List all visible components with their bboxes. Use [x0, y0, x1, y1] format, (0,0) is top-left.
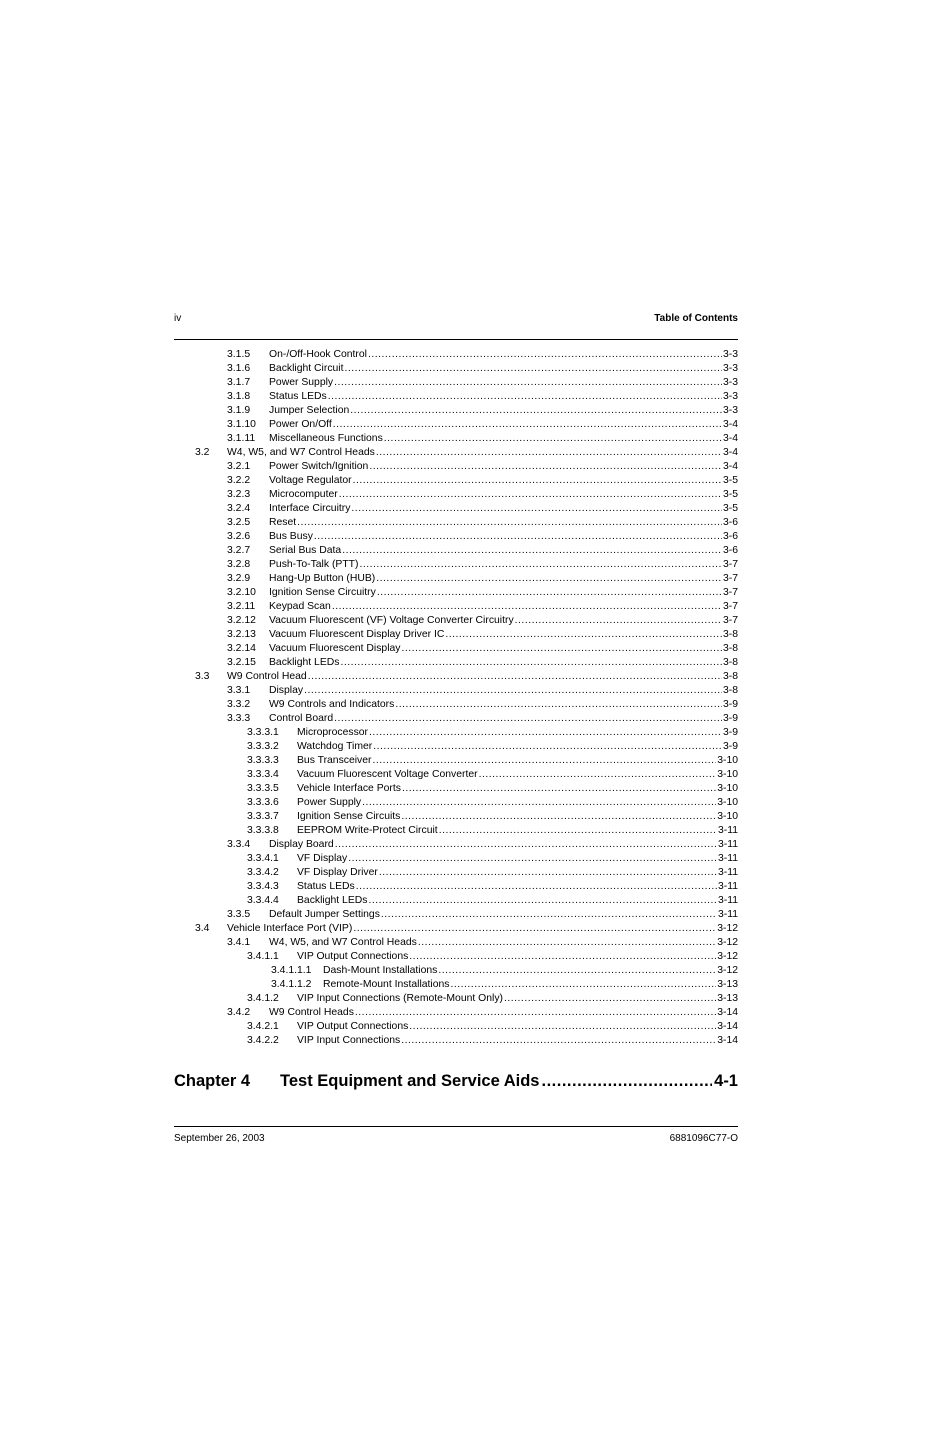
toc-entry-number: 3.2.2	[227, 475, 251, 486]
toc-entry-title: Power Switch/Ignition	[269, 461, 369, 472]
toc-entry-page: 3-8	[722, 671, 738, 682]
toc-entry-leader	[355, 1006, 716, 1020]
toc-entry-page: 3-6	[722, 517, 738, 528]
toc-entry-number: 3.3.3.2	[247, 741, 279, 752]
toc-entry-number: 3.2.5	[227, 517, 251, 528]
toc-entry-number: 3.1.5	[227, 349, 251, 360]
toc-entry-number: 3.2.4	[227, 503, 251, 514]
toc-entry-number: 3.2.11	[227, 601, 256, 612]
toc-entry-number: 3.2.1	[227, 461, 251, 472]
toc-entry-title: VF Display Driver	[297, 867, 378, 878]
toc-entry-number: 3.3.4.4	[247, 895, 279, 906]
toc-entry-leader	[345, 362, 722, 376]
toc-entry[interactable]	[174, 684, 738, 698]
toc-entry-title: VIP Input Connections	[297, 1035, 401, 1046]
toc-entry[interactable]	[174, 978, 738, 992]
toc-entry-title: Power Supply	[269, 377, 334, 388]
toc-entry[interactable]	[174, 642, 738, 656]
footer-rule	[174, 1126, 738, 1127]
toc-entry-leader	[342, 544, 722, 558]
header-title: Table of Contents	[654, 313, 738, 324]
toc-entry[interactable]	[174, 404, 738, 418]
toc-entry-page: 3-12	[717, 951, 738, 962]
toc-entry-title: Backlight Circuit	[269, 363, 344, 374]
toc-entry-title: Status LEDs	[297, 881, 355, 892]
toc-entry-page: 3-11	[717, 825, 738, 836]
toc-entry-page: 3-5	[722, 489, 738, 500]
toc-entry-leader	[304, 684, 722, 698]
toc-entry-leader	[395, 698, 722, 712]
toc-entry-page: 3-8	[722, 657, 738, 668]
toc-entry-leader	[351, 502, 722, 516]
toc-entry-leader	[379, 866, 717, 880]
toc-entry-page: 3-9	[722, 727, 738, 738]
toc-entry[interactable]	[174, 362, 738, 376]
toc-entry-title: Vacuum Fluorescent Display	[269, 643, 401, 654]
toc-entry[interactable]	[174, 474, 738, 488]
toc-entry-number: 3.1.6	[227, 363, 251, 374]
toc-entry[interactable]	[174, 824, 738, 838]
toc-entry-page: 3-11	[717, 881, 738, 892]
chapter-title: Test Equipment and Service Aids	[280, 1072, 540, 1090]
toc-entry-number: 3.2.7	[227, 545, 251, 556]
toc-entry[interactable]	[174, 1006, 738, 1020]
toc-entry-page: 3-9	[722, 699, 738, 710]
footer-doc-number: 6881096C77-O	[669, 1133, 738, 1144]
toc-entry-leader	[356, 880, 717, 894]
toc-entry-leader	[368, 348, 722, 362]
toc-entry-title: W9 Controls and Indicators	[269, 699, 395, 710]
toc-entry[interactable]	[174, 418, 738, 432]
toc-entry-leader	[450, 978, 716, 992]
chapter-leader	[541, 1072, 712, 1091]
toc-entry-leader	[362, 796, 716, 810]
toc-entry-page: 3-9	[722, 741, 738, 752]
toc-entry-page: 3-11	[717, 895, 738, 906]
toc-entry-number: 3.2.8	[227, 559, 251, 570]
toc-entry-title: Voltage Regulator	[269, 475, 352, 486]
toc-entry-leader	[384, 432, 722, 446]
toc-entry-title: Vehicle Interface Ports	[297, 783, 401, 794]
toc-entry-page: 3-7	[722, 587, 738, 598]
toc-entry-title: Push-To-Talk (PTT)	[269, 559, 359, 570]
toc-entry[interactable]	[174, 880, 738, 894]
toc-entry-leader	[409, 950, 716, 964]
toc-entry-number: 3.3.3.1	[247, 727, 279, 738]
toc-entry-title: Status LEDs	[269, 391, 327, 402]
toc-entry[interactable]	[174, 1020, 738, 1034]
toc-entry-page: 3-3	[722, 363, 738, 374]
toc-entry[interactable]	[174, 866, 738, 880]
toc-entry-leader	[409, 1020, 716, 1034]
toc-entry-number: 3.2.3	[227, 489, 251, 500]
toc-entry-page: 3-11	[717, 839, 738, 850]
toc-entry[interactable]	[174, 838, 738, 852]
toc-entry-page: 3-11	[717, 853, 738, 864]
toc-entry-leader	[376, 572, 722, 586]
toc-entry-title: Ignition Sense Circuitry	[269, 587, 376, 598]
toc-entry-number: 3.3.3.6	[247, 797, 279, 808]
toc-entry-title: Vacuum Fluorescent Display Driver IC	[269, 629, 445, 640]
toc-entry-leader	[377, 586, 722, 600]
toc-entry-title: Interface Circuitry	[269, 503, 351, 514]
toc-entry-leader	[381, 908, 717, 922]
toc-entry-title: Power Supply	[297, 797, 362, 808]
toc-entry[interactable]	[174, 656, 738, 670]
toc-entry[interactable]	[174, 586, 738, 600]
toc-entry-page: 3-7	[722, 573, 738, 584]
page-header	[174, 313, 738, 329]
toc-entry-title: EEPROM Write-Protect Circuit	[297, 825, 438, 836]
toc-entry[interactable]	[174, 796, 738, 810]
toc-entry[interactable]	[174, 782, 738, 796]
toc-entry-number: 3.3.5	[227, 909, 251, 920]
toc-entry-title: Ignition Sense Circuits	[297, 811, 401, 822]
toc-entry-leader	[353, 474, 722, 488]
toc-entry[interactable]	[174, 488, 738, 502]
toc-entry-leader	[376, 446, 722, 460]
toc-entry[interactable]	[174, 530, 738, 544]
toc-entry-title: VIP Output Connections	[297, 951, 409, 962]
toc-entry-leader	[515, 614, 722, 628]
toc-entry-leader	[369, 726, 722, 740]
toc-entry-number: 3.3.4	[227, 839, 251, 850]
header-rule	[174, 339, 738, 340]
toc-entry-number: 3.3.4.2	[247, 867, 279, 878]
toc-entry-leader	[334, 712, 722, 726]
toc-entry-number: 3.4.1.1.1	[271, 965, 312, 976]
toc-entry-number: 3.3.3.8	[247, 825, 279, 836]
toc-entry-number: 3.3.3.3	[247, 755, 279, 766]
toc-entry-leader	[438, 964, 716, 978]
toc-entry-leader	[368, 894, 717, 908]
toc-entry-page: 3-5	[722, 503, 738, 514]
toc-entry-leader	[369, 460, 722, 474]
toc-entry[interactable]	[174, 698, 738, 712]
toc-entry-title: Microcomputer	[269, 489, 338, 500]
toc-entry[interactable]	[174, 726, 738, 740]
toc-entry-number: 3.4.2.1	[247, 1021, 279, 1032]
toc-entry-title: Microprocessor	[297, 727, 369, 738]
toc-entry-page: 3-10	[717, 769, 738, 780]
toc-entry-number: 3.3	[195, 671, 210, 682]
toc-entry-leader	[308, 670, 722, 684]
toc-entry-number: 3.2.6	[227, 531, 251, 542]
toc-entry-leader	[418, 936, 716, 950]
toc-entry-page: 3-10	[717, 797, 738, 808]
toc-entry-number: 3.4.1	[227, 937, 251, 948]
toc-entry-leader	[401, 1034, 716, 1048]
toc-entry-page: 3-9	[722, 713, 738, 724]
toc-entry-number: 3.2	[195, 447, 210, 458]
toc-entry-number: 3.4.1.1	[247, 951, 279, 962]
toc-entry[interactable]	[174, 810, 738, 824]
toc-entry-title: Serial Bus Data	[269, 545, 342, 556]
toc-entry-title: Default Jumper Settings	[269, 909, 380, 920]
toc-entry-leader	[332, 600, 722, 614]
toc-entry-leader	[445, 628, 722, 642]
toc-entry-page: 3-11	[717, 909, 738, 920]
toc-entry-title: VF Display	[297, 853, 348, 864]
toc-entry-title: Keypad Scan	[269, 601, 331, 612]
toc-entry[interactable]	[174, 628, 738, 642]
toc-entry-page: 3-7	[722, 615, 738, 626]
toc-entry-page: 3-12	[717, 965, 738, 976]
page-footer	[174, 1133, 738, 1147]
toc-entry[interactable]	[174, 502, 738, 516]
toc-entry-number: 3.3.3.4	[247, 769, 279, 780]
toc-entry-number: 3.2.10	[227, 587, 256, 598]
toc-entry-title: Backlight LEDs	[269, 657, 340, 668]
toc-entry-leader	[479, 768, 717, 782]
toc-entry-title: Reset	[269, 517, 297, 528]
toc-entry-number: 3.3.3	[227, 713, 251, 724]
toc-entry-page: 3-14	[717, 1035, 738, 1046]
toc-entry-leader	[439, 824, 717, 838]
toc-entry-leader	[402, 782, 716, 796]
toc-entry[interactable]	[174, 558, 738, 572]
toc-entry-title: Bus Busy	[269, 531, 313, 542]
toc-entry-title: Vehicle Interface Port (VIP)	[227, 923, 353, 934]
toc-entry-leader	[340, 656, 722, 670]
toc-entry-page: 3-4	[722, 461, 738, 472]
toc-entry-leader	[373, 740, 722, 754]
toc-entry-title: Hang-Up Button (HUB)	[269, 573, 376, 584]
chapter-entry[interactable]	[174, 1072, 738, 1094]
toc-entry[interactable]	[174, 936, 738, 950]
toc-entry-page: 3-14	[717, 1021, 738, 1032]
toc-entry[interactable]	[174, 348, 738, 362]
toc-entry-number: 3.1.7	[227, 377, 251, 388]
toc-entry-leader	[333, 418, 722, 432]
toc-entry-page: 3-7	[722, 601, 738, 612]
toc-entry-title: Power On/Off	[269, 419, 332, 430]
toc-entry[interactable]	[174, 390, 738, 404]
toc-entry-title: Display	[269, 685, 304, 696]
toc-entry-leader	[350, 404, 722, 418]
toc-entry-page: 3-10	[717, 783, 738, 794]
toc-entry-page: 3-13	[717, 993, 738, 1004]
toc-entry[interactable]	[174, 712, 738, 726]
toc-entry-title: W9 Control Head	[227, 671, 307, 682]
toc-entry[interactable]	[174, 600, 738, 614]
toc-entry-page: 3-8	[722, 685, 738, 696]
toc-entry[interactable]	[174, 894, 738, 908]
toc-entry-number: 3.2.15	[227, 657, 256, 668]
toc-entry-title: Backlight LEDs	[297, 895, 368, 906]
toc-entry[interactable]	[174, 376, 738, 390]
toc-entry-page: 3-3	[722, 391, 738, 402]
toc-entry-number: 3.2.12	[227, 615, 256, 626]
toc-entry-page: 3-4	[722, 419, 738, 430]
toc-entry-number: 3.4.2	[227, 1007, 251, 1018]
toc-entry-number: 3.3.4.1	[247, 853, 279, 864]
toc-entry-leader	[334, 376, 722, 390]
toc-entry-title: Bus Transceiver	[297, 755, 372, 766]
toc-entry[interactable]	[174, 908, 738, 922]
toc-entry[interactable]	[174, 460, 738, 474]
toc-entry-page: 3-3	[722, 405, 738, 416]
toc-entry-page: 3-8	[722, 643, 738, 654]
toc-entry[interactable]	[174, 950, 738, 964]
toc-entry[interactable]	[174, 768, 738, 782]
toc-entry-leader	[328, 390, 722, 404]
toc-entry-leader	[504, 992, 716, 1006]
toc-entry-page: 3-4	[722, 433, 738, 444]
toc-entry-title: Dash-Mount Installations	[323, 965, 438, 976]
chapter-label: Chapter 4	[174, 1072, 251, 1090]
toc-entry-number: 3.1.9	[227, 405, 251, 416]
toc-entry[interactable]	[174, 572, 738, 586]
toc-entry-number: 3.3.4.3	[247, 881, 279, 892]
page-number: iv	[174, 313, 182, 324]
toc-entry-leader	[339, 488, 722, 502]
toc-entry-title: Display Board	[269, 839, 334, 850]
toc-entry-page: 3-12	[717, 923, 738, 934]
toc-entry[interactable]	[174, 922, 738, 936]
toc-entry-title: On-/Off-Hook Control	[269, 349, 367, 360]
toc-entry-number: 3.4	[195, 923, 210, 934]
toc-entry-number: 3.4.1.1.2	[271, 979, 312, 990]
toc-entry-number: 3.1.10	[227, 419, 256, 430]
toc-entry-page: 3-14	[717, 1007, 738, 1018]
toc-entry[interactable]	[174, 754, 738, 768]
toc-entry-page: 3-10	[717, 755, 738, 766]
toc-entry-title: Jumper Selection	[269, 405, 350, 416]
toc-entry[interactable]	[174, 992, 738, 1006]
toc-entry-title: Remote-Mount Installations	[323, 979, 450, 990]
toc-entry-number: 3.2.14	[227, 643, 256, 654]
toc-entry[interactable]	[174, 432, 738, 446]
toc-entry-title: W4, W5, and W7 Control Heads	[227, 447, 375, 458]
toc-entry-leader	[401, 810, 716, 824]
toc-entry-page: 3-7	[722, 559, 738, 570]
toc-entry-title: W4, W5, and W7 Control Heads	[269, 937, 417, 948]
toc-entry[interactable]	[174, 516, 738, 530]
toc-entry-title: Vacuum Fluorescent (VF) Voltage Converter Circuitry	[269, 615, 514, 626]
toc-entry-number: 3.3.3.7	[247, 811, 279, 822]
toc-entry-number: 3.1.11	[227, 433, 256, 444]
toc-entry[interactable]	[174, 614, 738, 628]
toc-entry-leader	[353, 922, 716, 936]
toc-entry-number: 3.3.2	[227, 699, 251, 710]
toc-entry-title: Control Board	[269, 713, 334, 724]
toc-entry-title: Miscellaneous Functions	[269, 433, 383, 444]
toc-entry-number: 3.2.9	[227, 573, 251, 584]
toc-entry-number: 3.4.2.2	[247, 1035, 279, 1046]
toc-entry-page: 3-8	[722, 629, 738, 640]
toc-entry-title: W9 Control Heads	[269, 1007, 354, 1018]
toc-entry[interactable]	[174, 670, 738, 684]
toc-entry-leader	[360, 558, 722, 572]
footer-date: September 26, 2003	[174, 1133, 265, 1144]
toc-entry[interactable]	[174, 740, 738, 754]
toc-entry-page: 3-3	[722, 377, 738, 388]
toc-entry-page: 3-6	[722, 531, 738, 542]
toc-entry-title: VIP Input Connections (Remote-Mount Only)	[297, 993, 503, 1004]
toc-entry[interactable]	[174, 1034, 738, 1048]
toc-entry-title: VIP Output Connections	[297, 1021, 409, 1032]
toc-list	[174, 348, 738, 1048]
toc-entry-page: 3-4	[722, 447, 738, 458]
toc-entry-title: Watchdog Timer	[297, 741, 373, 752]
toc-entry-page: 3-12	[717, 937, 738, 948]
toc-entry-leader	[348, 852, 717, 866]
toc-entry-number: 3.3.3.5	[247, 783, 279, 794]
toc-entry-leader	[314, 530, 722, 544]
toc-entry-leader	[373, 754, 717, 768]
toc-entry-page: 3-10	[717, 811, 738, 822]
toc-entry-number: 3.3.1	[227, 685, 251, 696]
toc-entry-leader	[335, 838, 717, 852]
toc-entry[interactable]	[174, 964, 738, 978]
toc-entry-leader	[297, 516, 722, 530]
toc-entry-title: Vacuum Fluorescent Voltage Converter	[297, 769, 478, 780]
toc-entry-page: 3-5	[722, 475, 738, 486]
toc-entry[interactable]	[174, 852, 738, 866]
toc-entry-number: 3.1.8	[227, 391, 251, 402]
toc-entry-page: 3-3	[722, 349, 738, 360]
toc-entry-page: 3-13	[717, 979, 738, 990]
toc-entry-number: 3.2.13	[227, 629, 256, 640]
toc-entry-page: 3-11	[717, 867, 738, 878]
toc-entry-leader	[401, 642, 721, 656]
chapter-page: 4-1	[714, 1072, 738, 1090]
toc-entry[interactable]	[174, 544, 738, 558]
toc-entry[interactable]	[174, 446, 738, 460]
toc-entry-page: 3-6	[722, 545, 738, 556]
toc-entry-number: 3.4.1.2	[247, 993, 279, 1004]
